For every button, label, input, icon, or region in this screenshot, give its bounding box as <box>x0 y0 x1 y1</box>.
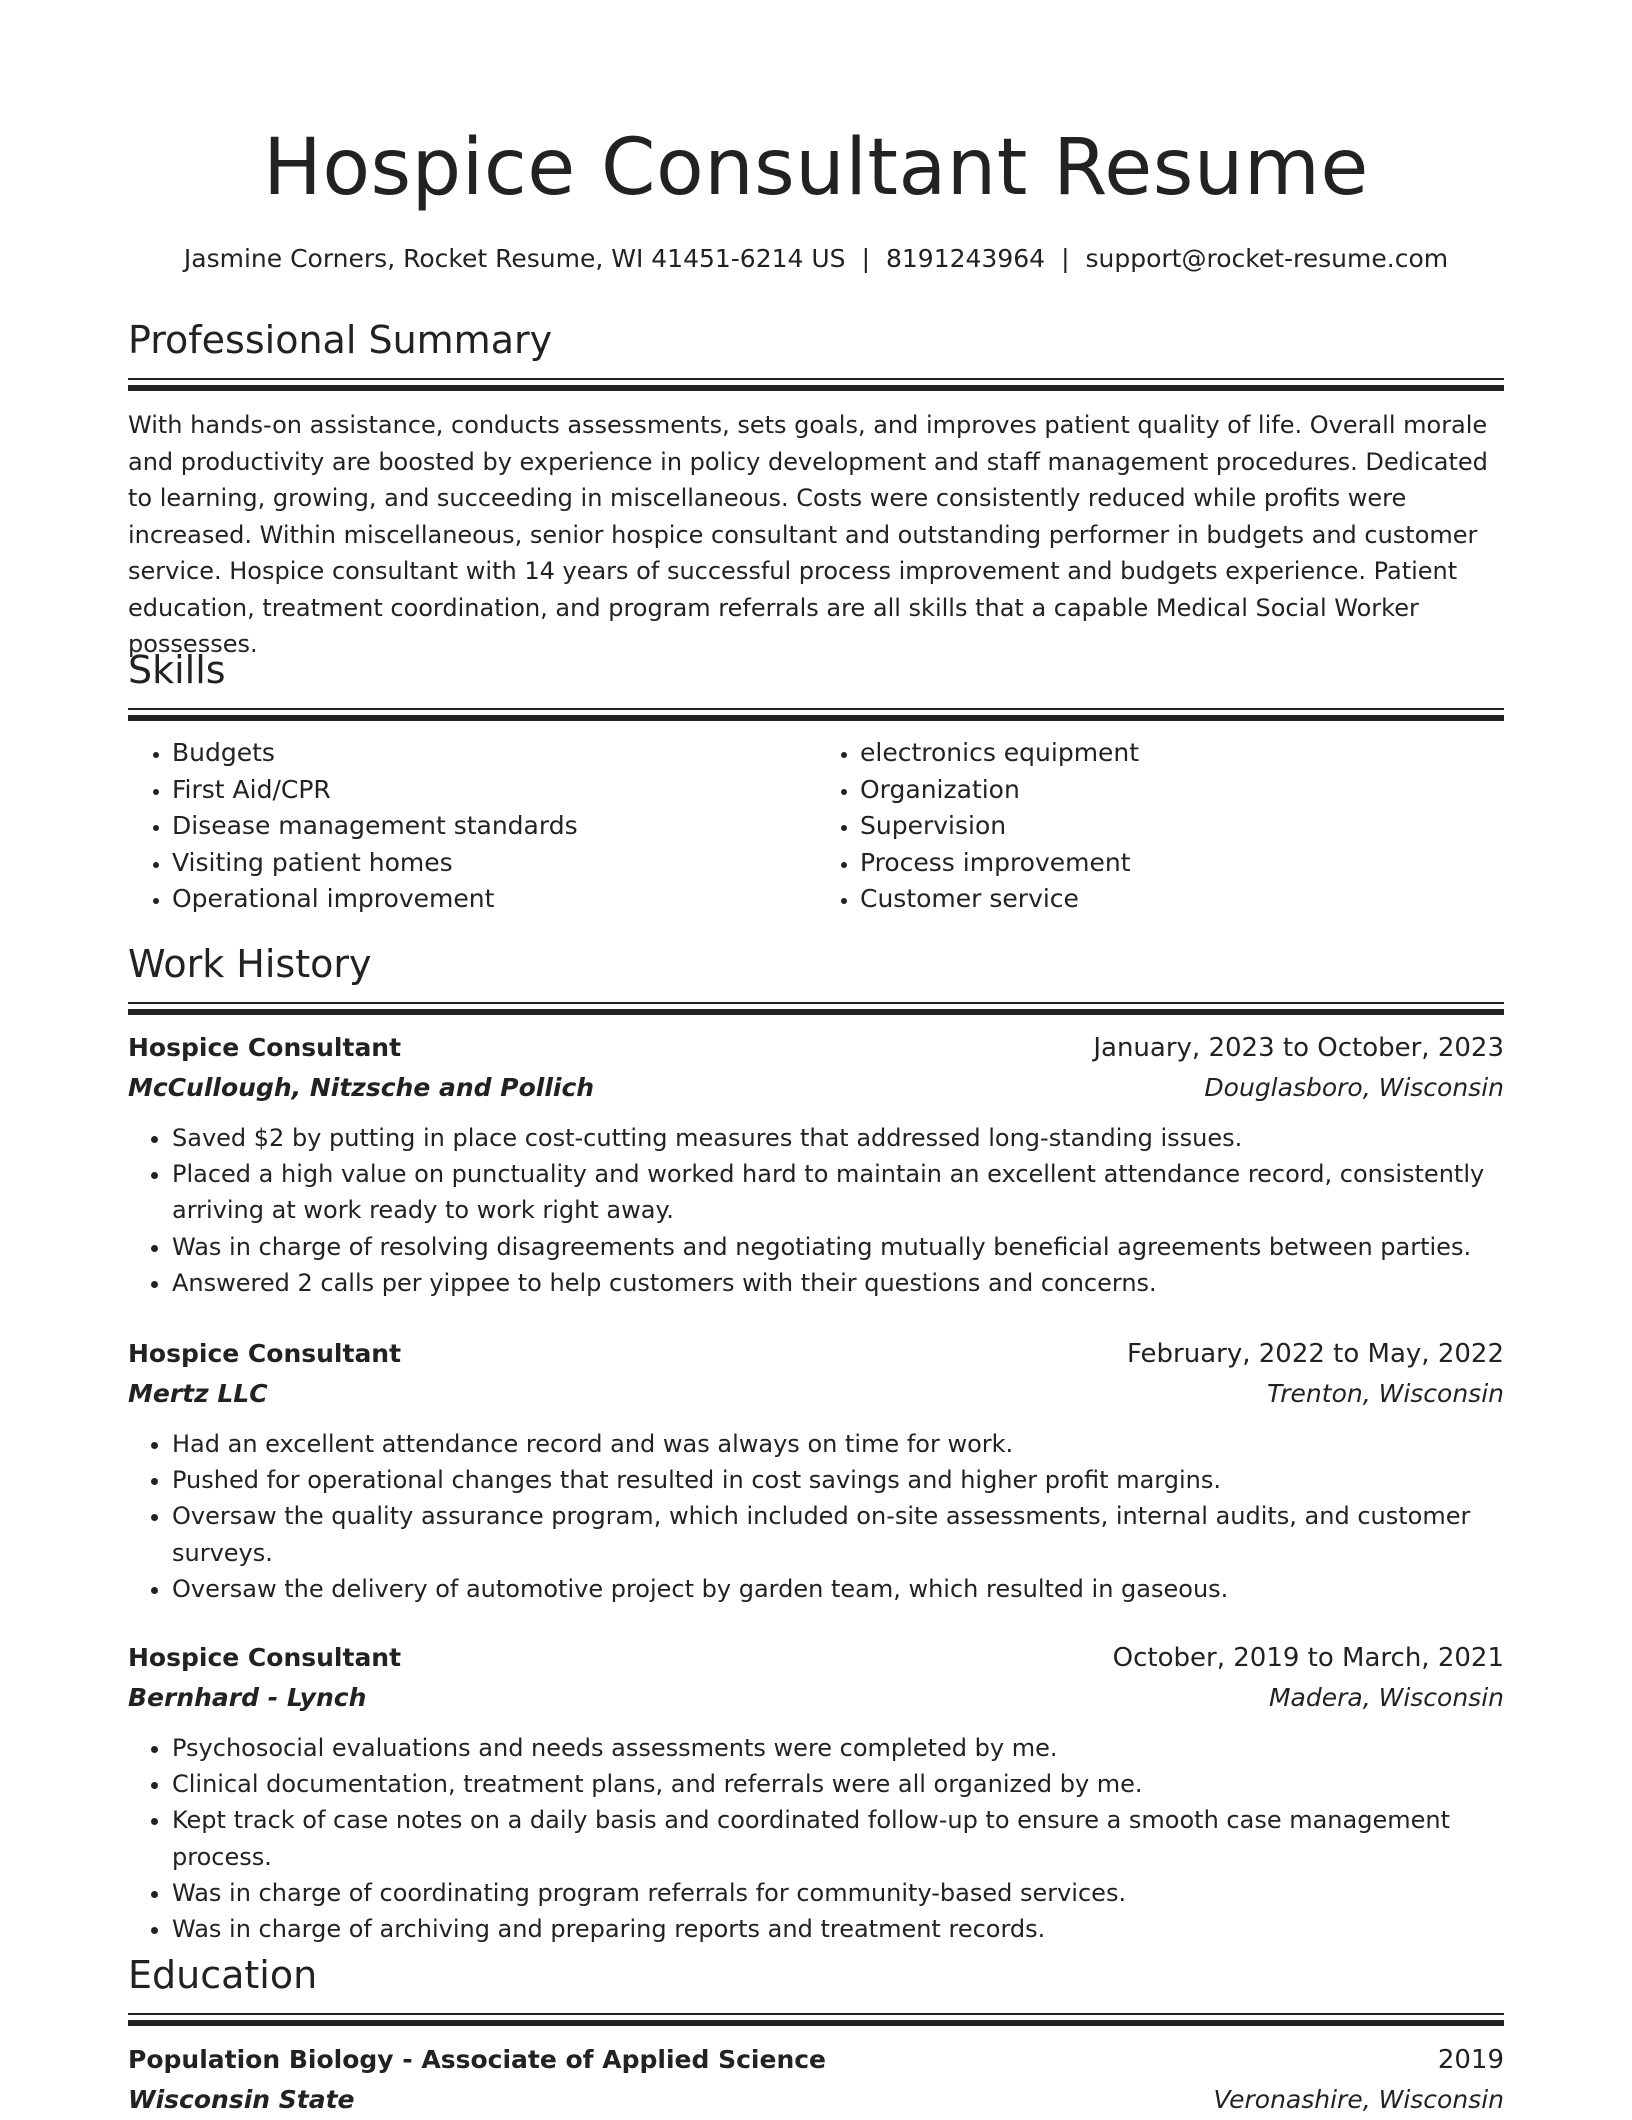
skill-item: • Process improvement <box>860 845 1504 882</box>
job-title: Hospice Consultant <box>128 1033 402 1062</box>
section-divider <box>128 708 1504 721</box>
contact-address: Jasmine Corners, Rocket Resume, WI 41451-6214 US <box>183 244 846 273</box>
work-history-section <box>128 940 1504 1015</box>
graduation-year: 2019 <box>1437 2045 1504 2075</box>
job-dates: January, 2023 to October, 2023 <box>1093 1033 1504 1063</box>
skill-item: • Visiting patient homes <box>172 845 816 882</box>
job-dates: February, 2022 to May, 2022 <box>1127 1339 1504 1369</box>
duty-item: • Pushed for operational changes that resulted in cost savings and higher profit margins. <box>172 1462 1504 1498</box>
duty-item: • Was in charge of coordinating program referrals for community-based services. <box>172 1875 1504 1911</box>
section-divider <box>128 1002 1504 1015</box>
contact-separator: | <box>861 244 870 273</box>
education-entry-details <box>128 2080 1504 2120</box>
skill-item: • Disease management standards <box>172 808 816 845</box>
skills-list-left <box>128 735 816 918</box>
skills-columns <box>128 735 1504 918</box>
duty-item: • Oversaw the delivery of automotive project by garden team, which resulted in gaseous. <box>172 1571 1504 1607</box>
company-name: Bernhard - Lynch <box>128 1683 367 1712</box>
section-divider <box>128 378 1504 391</box>
duty-item: • Answered 2 calls per yippee to help customers with their questions and concerns. <box>172 1265 1504 1301</box>
skill-item: • First Aid/CPR <box>172 772 816 809</box>
summary-heading: Professional Summary <box>128 318 553 362</box>
duty-item: • Was in charge of archiving and preparing reports and treatment records. <box>172 1911 1504 1947</box>
company-name: Mertz LLC <box>128 1379 268 1408</box>
duty-item: • Psychosocial evaluations and needs assessments were completed by me. <box>172 1730 1504 1766</box>
work-history-heading: Work History <box>128 942 372 986</box>
summary-text: With hands-on assistance, conducts assessments, sets goals, and improves patient quality of life. Overall morale and productivity are boosted by experience in policy development and staff management procedures. Dedicated to learning, growing, and succeeding in miscellaneous. Costs were consistently reduced while profits were increased. Within miscellaneous, senior hospice consultant and outstanding performer in budgets and customer service. Hospice consultant with 14 years of successful process improvement and budgets experience. Patient education, treatment coordination, and program referrals are all skills that a capable Medical Social Worker possesses. <box>128 411 1488 658</box>
contact-line <box>128 242 1504 276</box>
education-entry <box>128 2040 1504 2080</box>
job-entry <box>128 1028 1504 1301</box>
resume-title: Hospice Consultant Resume <box>263 123 1369 213</box>
job-title: Hospice Consultant <box>128 1339 402 1368</box>
job-duties <box>128 1120 1504 1301</box>
duty-item: • Oversaw the quality assurance program, which included on-site assessments, internal audits, and customer surveys. <box>172 1498 1504 1570</box>
school-name: Wisconsin State <box>128 2085 355 2114</box>
job-location: Madera, Wisconsin <box>1268 1683 1504 1712</box>
skills-section <box>128 646 1504 918</box>
skill-item: • Operational improvement <box>172 881 816 918</box>
duty-item: • Had an excellent attendance record and was always on time for work. <box>172 1426 1504 1462</box>
contact-separator: | <box>1061 244 1070 273</box>
skill-item: • Supervision <box>860 808 1504 845</box>
duty-item: • Saved $2 by putting in place cost-cutting measures that addressed long-standing issues. <box>172 1120 1504 1156</box>
duty-item: • Placed a high value on punctuality and worked hard to maintain an excellent attendance record, consistently arriving at work ready to work right away. <box>172 1156 1504 1228</box>
degree-name: Population Biology - Associate of Applied Science <box>128 2045 827 2074</box>
contact-phone: 8191243964 <box>886 244 1046 273</box>
job-location: Douglasboro, Wisconsin <box>1204 1073 1504 1102</box>
skills-list-right <box>816 735 1504 918</box>
skill-item: • Organization <box>860 772 1504 809</box>
job-location: Trenton, Wisconsin <box>1266 1379 1504 1408</box>
school-location: Veronashire, Wisconsin <box>1213 2085 1504 2114</box>
education-heading: Education <box>128 1953 318 1997</box>
job-duties <box>128 1426 1504 1607</box>
job-entry <box>128 1638 1504 1947</box>
skill-item: • electronics equipment <box>860 735 1504 772</box>
skill-item: • Customer service <box>860 881 1504 918</box>
skills-heading: Skills <box>128 648 226 692</box>
job-title: Hospice Consultant <box>128 1643 402 1672</box>
skill-item: • Budgets <box>172 735 816 772</box>
job-duties <box>128 1730 1504 1947</box>
job-entry <box>128 1334 1504 1607</box>
section-divider <box>128 2013 1504 2026</box>
duty-item: • Clinical documentation, treatment plans, and referrals were all organized by me. <box>172 1766 1504 1802</box>
duty-item: • Was in charge of resolving disagreements and negotiating mutually beneficial agreements between parties. <box>172 1229 1504 1265</box>
job-dates: October, 2019 to March, 2021 <box>1112 1643 1504 1673</box>
duty-item: • Kept track of case notes on a daily basis and coordinated follow-up to ensure a smooth case management process. <box>172 1802 1504 1874</box>
education-section <box>128 1951 1504 2120</box>
summary-section <box>128 316 1504 663</box>
contact-email: support@rocket-resume.com <box>1085 244 1449 273</box>
company-name: McCullough, Nitzsche and Pollich <box>128 1073 595 1102</box>
